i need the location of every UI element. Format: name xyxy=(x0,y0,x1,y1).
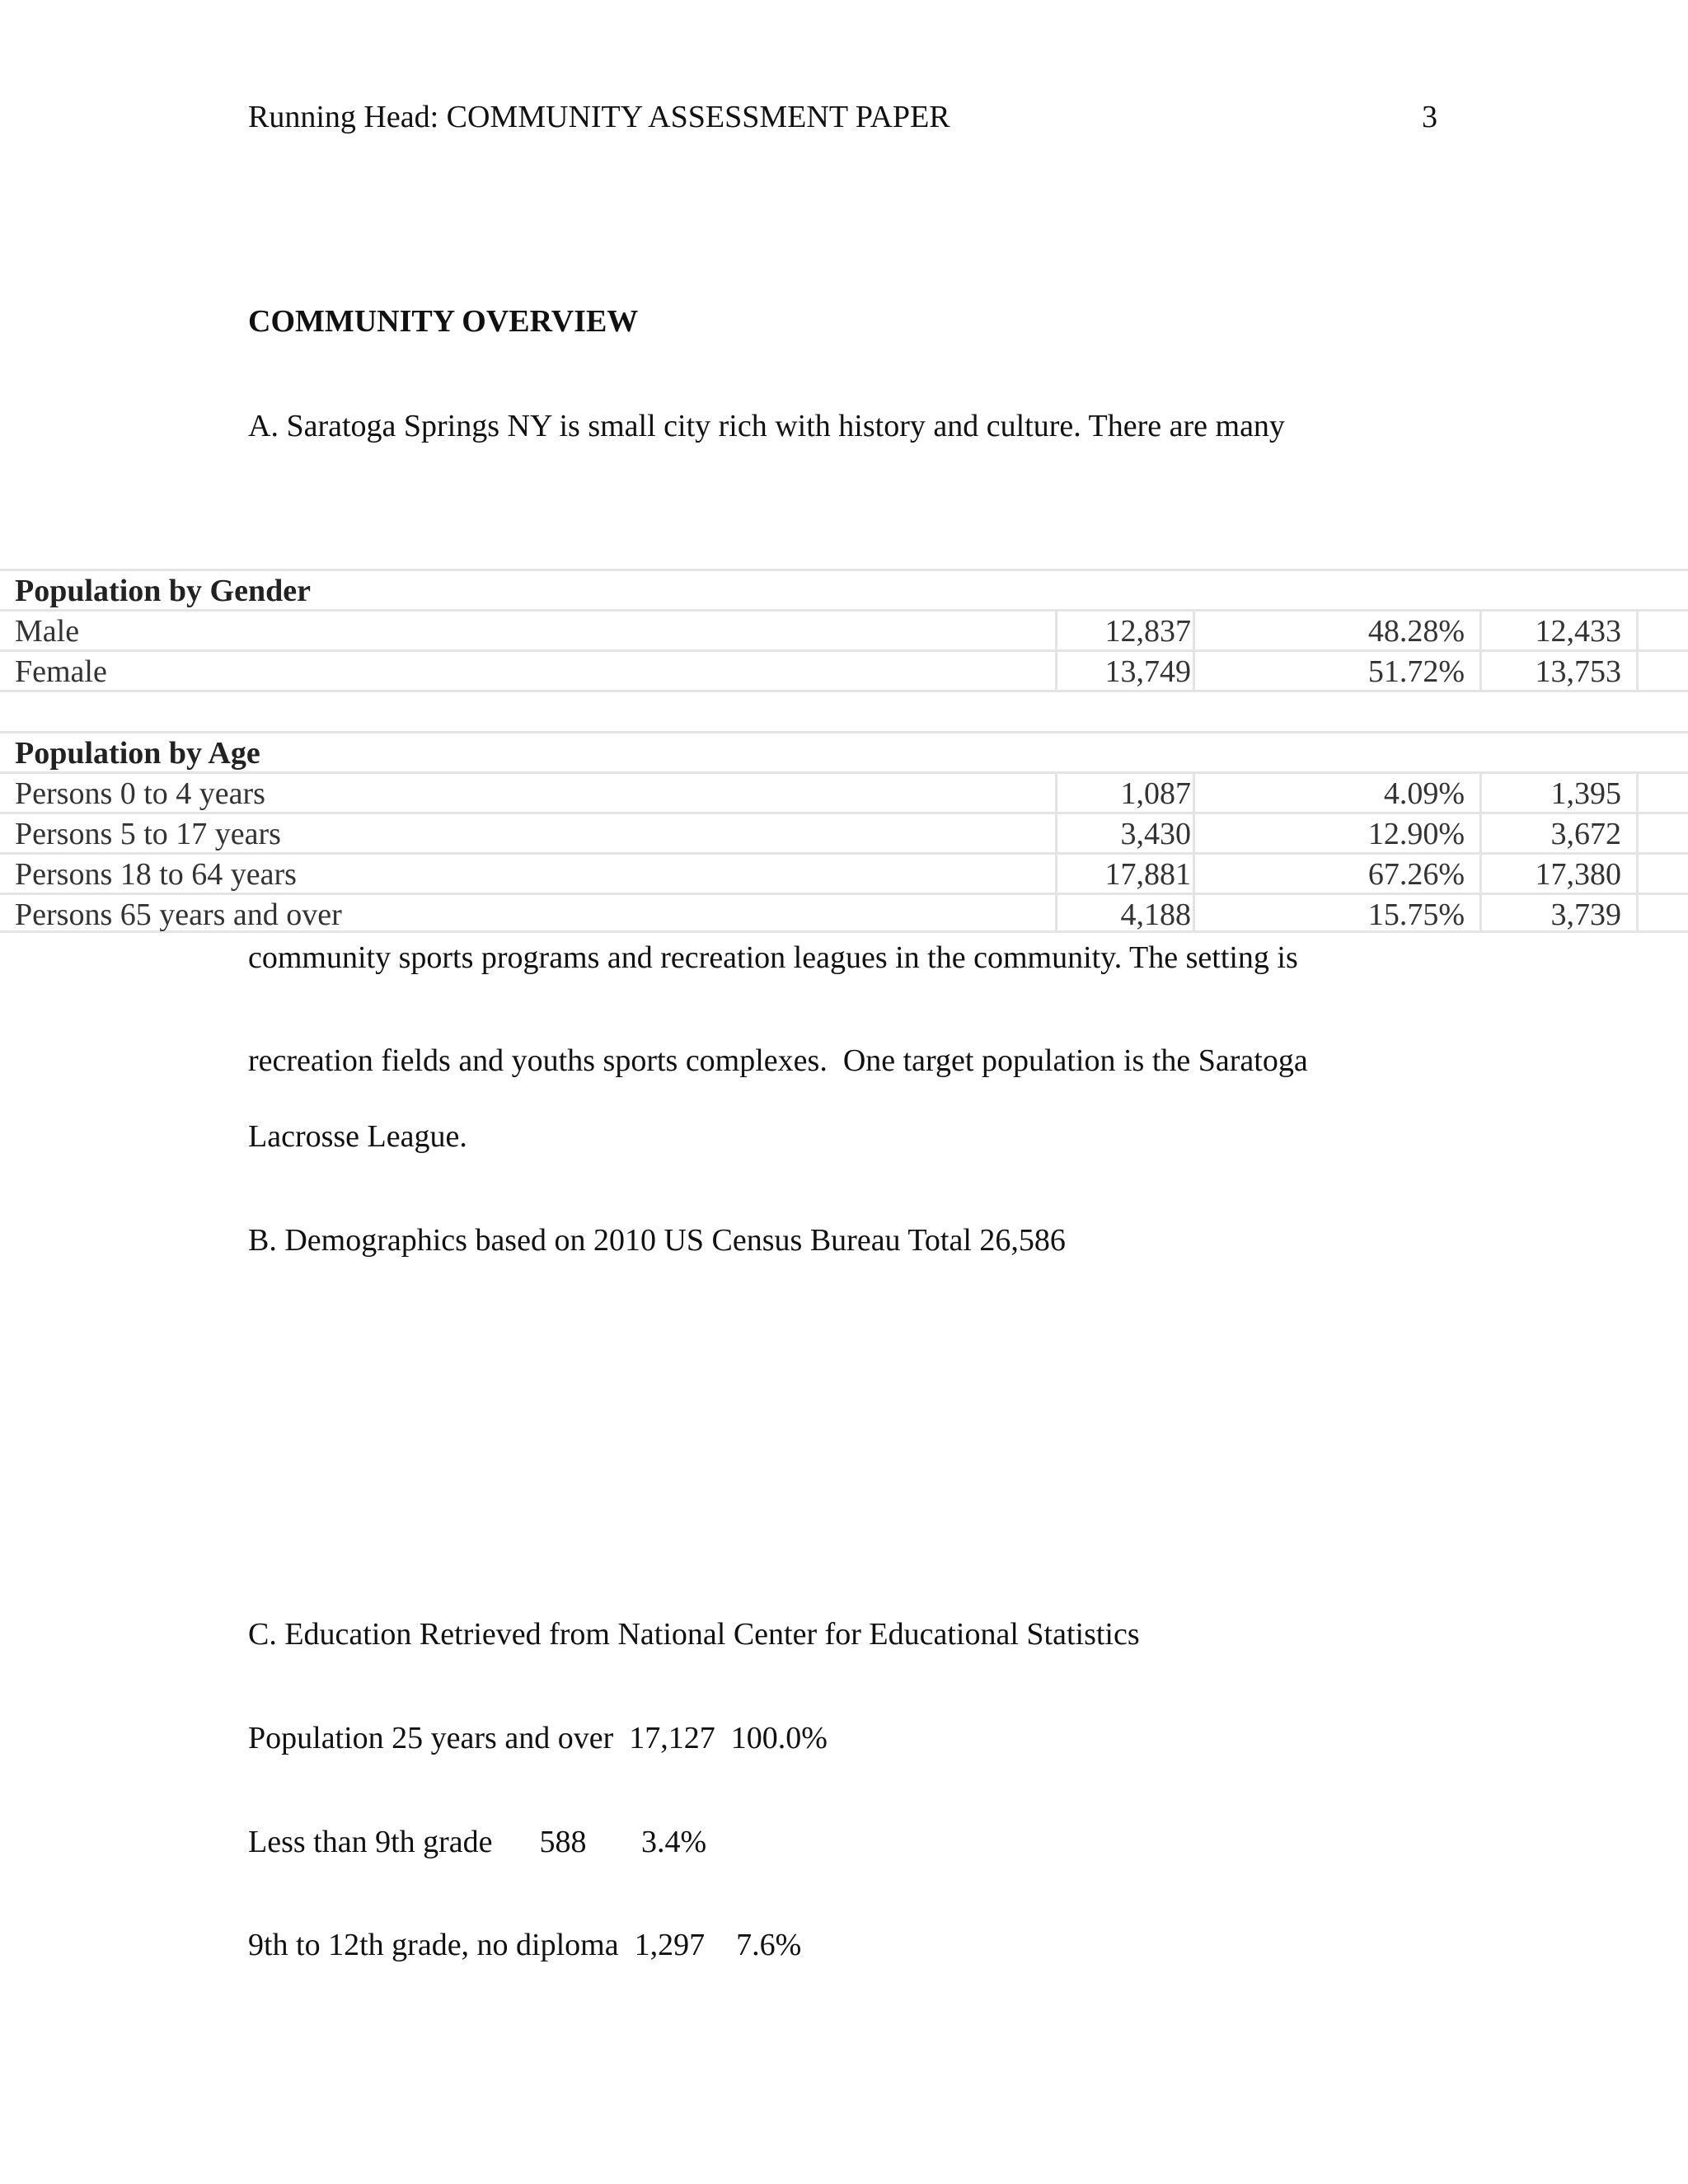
row-percent: 51.72% xyxy=(1195,652,1482,690)
running-head: Running Head: COMMUNITY ASSESSMENT PAPER xyxy=(248,100,950,134)
row-count xyxy=(1055,652,1195,690)
education-line-2: Less than 9th grade 588 3.4% xyxy=(248,1825,707,1859)
education-line-1: Population 25 years and over 17,127 100.0% xyxy=(248,1721,828,1755)
age-header: Population by Age xyxy=(15,736,260,771)
row-percent: 15.75% xyxy=(1195,895,1482,933)
row-count-2: 17,380 xyxy=(1482,855,1639,893)
row-count-value: 17,881 xyxy=(1104,857,1191,892)
row-count xyxy=(1055,895,1195,933)
paragraph-a-line-4: Lacrosse League. xyxy=(248,1119,467,1154)
row-label: Persons 0 to 4 years xyxy=(15,776,265,811)
paragraph-a-line-3: recreation fields and youths sports complexes. One target population is the Saratoga xyxy=(248,1043,1308,1078)
section-heading: COMMUNITY OVERVIEW xyxy=(248,304,639,339)
row-percent: 48.28% xyxy=(1195,612,1482,649)
row-percent: 4.09% xyxy=(1195,774,1482,812)
row-count-2: 1,395 xyxy=(1482,774,1639,812)
table-row xyxy=(0,649,1688,690)
education-line-3: 9th to 12th grade, no diploma 1,297 7.6% xyxy=(248,1928,802,1962)
row-percent: 67.26% xyxy=(1195,855,1482,893)
row-label: Persons 65 years and over xyxy=(15,898,342,932)
row-count-value: 4,188 xyxy=(1120,898,1191,932)
gender-header: Population by Gender xyxy=(15,574,311,608)
table-row xyxy=(0,893,1688,933)
row-label: Female xyxy=(15,654,107,689)
row-count-2: 3,672 xyxy=(1482,814,1639,852)
table-row xyxy=(0,609,1688,649)
row-count-2: 13,753 xyxy=(1482,652,1639,690)
row-label: Male xyxy=(15,614,80,649)
row-count-value: 13,749 xyxy=(1104,654,1191,689)
paragraph-b: B. Demographics based on 2010 US Census Bureau Total 26,586 xyxy=(248,1223,1066,1258)
row-label: Persons 5 to 17 years xyxy=(15,817,281,851)
paragraph-a-line-2: community sports programs and recreation leagues in the community. The setting is xyxy=(248,940,1298,975)
table-row xyxy=(0,771,1688,812)
paragraph-c: C. Education Retrieved from National Center for Educational Statistics xyxy=(248,1617,1140,1652)
table-row xyxy=(0,852,1688,893)
row-count-value: 12,837 xyxy=(1104,614,1191,649)
table-row-spacer xyxy=(0,690,1688,731)
row-count xyxy=(1055,612,1195,649)
row-percent: 12.90% xyxy=(1195,814,1482,852)
row-count-value: 1,087 xyxy=(1120,776,1191,811)
row-count xyxy=(1055,855,1195,893)
census-table xyxy=(0,569,1688,933)
table-row-gender-header xyxy=(0,569,1688,609)
row-count xyxy=(1055,774,1195,812)
row-label: Persons 18 to 64 years xyxy=(15,857,297,892)
page-number: 3 xyxy=(1422,100,1437,134)
row-count-value: 3,430 xyxy=(1120,817,1191,851)
paragraph-a-line-1: A. Saratoga Springs NY is small city rich with history and culture. There are many xyxy=(248,409,1285,443)
row-count-2: 3,739 xyxy=(1482,895,1639,933)
row-count xyxy=(1055,814,1195,852)
row-count-2: 12,433 xyxy=(1482,612,1639,649)
table-row xyxy=(0,812,1688,852)
table-row-age-header xyxy=(0,731,1688,771)
